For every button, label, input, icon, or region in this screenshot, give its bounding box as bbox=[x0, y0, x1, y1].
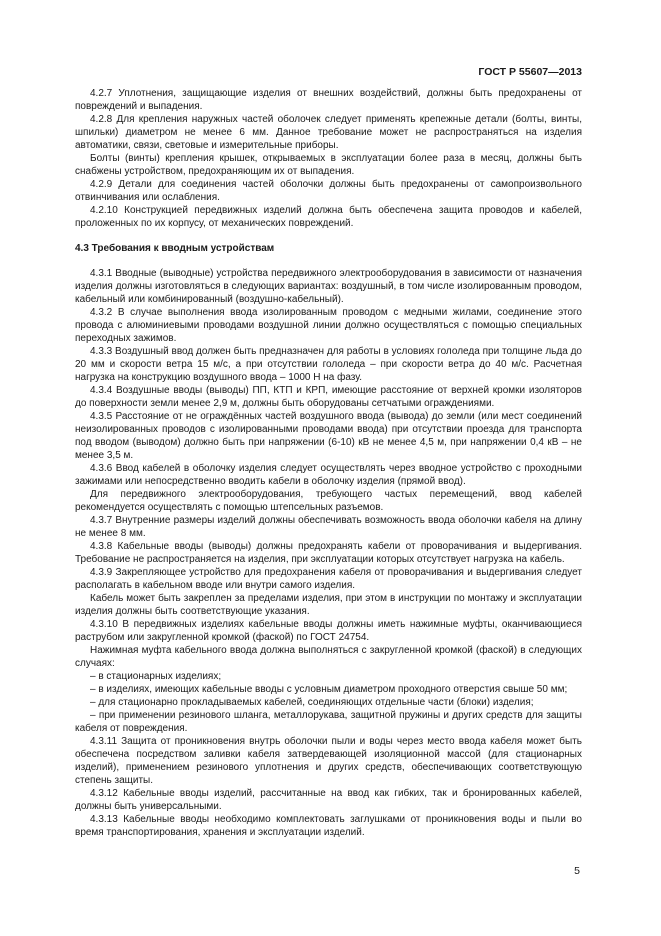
paragraph: 4.3.12 Кабельные вводы изделий, рассчитанные на ввод как гибких, так и бронированных кабелей, должны быть универсальными. bbox=[75, 788, 582, 812]
paragraph: 4.2.8 Для крепления наружных частей оболочек следует применять крепежные детали (болты, винты, шпильки) диаметром не менее 6 мм. Данное требование может не распространяться на изделия автоматики, связи, световые и измерительные приборы. bbox=[75, 114, 582, 151]
list-item: – в изделиях, имеющих кабельные вводы с условным диаметром проходного отверстия свыше 50 мм; bbox=[90, 684, 568, 695]
paragraph: 4.3.6 Ввод кабелей в оболочку изделия следует осуществлять через вводное устройство с проходными зажимами или непосредственно вводить кабели в оболочку изделия (прямой ввод). bbox=[75, 463, 582, 487]
paragraph: Кабель может быть закреплен за пределами изделия, при этом в инструкции по монтажу и эксплуатации изделия должны быть соответствующие указания. bbox=[75, 593, 582, 617]
paragraph: 4.3.5 Расстояние от не ограждённых частей воздушного ввода (вывода) до земли (или мест соединений неизолированных проводов с изолированными проводами ввода) при отсутствии проезда для транспорта под вводом (выводом) должно быть при напряжении (6-10) кВ не менее 4,5 м, при напряжении 0,4 кВ – не менее 3,5 м. bbox=[75, 411, 582, 461]
paragraph: Нажимная муфта кабельного ввода должна выполняться с закругленной кромкой (фаской) в следующих случаях: bbox=[75, 645, 582, 669]
list-item: – при применении резинового шланга, металлорукава, защитной пружины и других средств для защиты кабеля от повреждения. bbox=[75, 710, 582, 734]
paragraph: 4.3.8 Кабельные вводы (выводы) должны предохранять кабели от проворачивания и выдергивания. Требование не распространяется на изделия, при эксплуатации которых отсутствует нагрузка на кабель. bbox=[75, 541, 582, 565]
paragraph: 4.2.7 Уплотнения, защищающие изделия от внешних воздействий, должны быть предохранены от повреждений и выпадения. bbox=[75, 88, 582, 112]
paragraph: 4.3.3 Воздушный ввод должен быть предназначен для работы в условиях гололеда при толщине льда до 20 мм и скорости ветра 15 м/с, а при отсутствии гололеда – при скорости ветра до 40 м/с. Расчетная нагрузка на конструкцию воздушного ввода – 1000 Н на фазу. bbox=[75, 346, 582, 383]
paragraph: 4.3.2 В случае выполнения ввода изолированным проводом с медными жилами, соединение этого провода с алюминиевыми проводами воздушной линии должно осуществляться с помощью специальных переходных зажимов. bbox=[75, 307, 582, 344]
paragraph: 4.3.9 Закрепляющее устройство для предохранения кабеля от проворачивания и выдергивания следует располагать в кабельном вводе или внутри самого изделия. bbox=[75, 567, 582, 591]
standard-header: ГОСТ Р 55607—2013 bbox=[478, 66, 582, 78]
paragraph: Для передвижного электрооборудования, требующего частых перемещений, ввод кабелей рекомендуется осуществлять с помощью штепсельных разъемов. bbox=[75, 489, 582, 513]
paragraph: 4.2.9 Детали для соединения частей оболочки должны быть предохранены от самопроизвольного отвинчивания или ослабления. bbox=[75, 179, 582, 203]
paragraph: 4.3.10 В передвижных изделиях кабельные вводы должны иметь нажимные муфты, оканчивающиеся раструбом или закругленной кромкой (фаской) по ГОСТ 24754. bbox=[75, 619, 582, 643]
list-item: – для стационарно прокладываемых кабелей, соединяющих отдельные части (блоки) изделия; bbox=[90, 697, 534, 708]
paragraph: Болты (винты) крепления крышек, открываемых в эксплуатации более раза в месяц, должны быть снабжены устройством, предохраняющим их от выпадения. bbox=[75, 153, 582, 177]
page-number: 5 bbox=[574, 865, 580, 877]
document-body bbox=[75, 87, 582, 839]
paragraph: 4.3.1 Вводные (выводные) устройства передвижного электрооборудования в зависимости от назначения изделия должны изготовляться в следующих вариантах: воздушный, в том числе изолированным проводом, кабельный или комбинированный (воздушно-кабельный). bbox=[75, 268, 582, 305]
list-item: – в стационарных изделиях; bbox=[90, 671, 222, 682]
paragraph: 4.2.10 Конструкцией передвижных изделий должна быть обеспечена защита проводов и кабелей, проложенных по их корпусу, от механических повреждений. bbox=[75, 205, 582, 229]
paragraph: 4.3.4 Воздушные вводы (выводы) ПП, КТП и КРП, имеющие расстояние от верхней кромки изоляторов до поверхности земли менее 2,9 м, должны быть оборудованы сетчатыми ограждениями. bbox=[75, 385, 582, 409]
section-title: 4.3 Требования к вводным устройствам bbox=[75, 243, 275, 254]
paragraph: 4.3.11 Защита от проникновения внутрь оболочки пыли и воды через место ввода кабеля может быть обеспечена посредством заливки кабеля затвердевающей изоляционной массой (для стационарных изделий), применением резинового уплотнения и других средств, обеспечивающих соответствующую степень защиты. bbox=[75, 736, 582, 786]
paragraph: 4.3.13 Кабельные вводы необходимо комплектовать заглушками от проникновения воды и пыли во время транспортирования, хранения и эксплуатации изделий. bbox=[75, 814, 582, 838]
paragraph: 4.3.7 Внутренние размеры изделий должны обеспечивать возможность ввода оболочки кабеля на длину не менее 8 мм. bbox=[75, 515, 582, 539]
